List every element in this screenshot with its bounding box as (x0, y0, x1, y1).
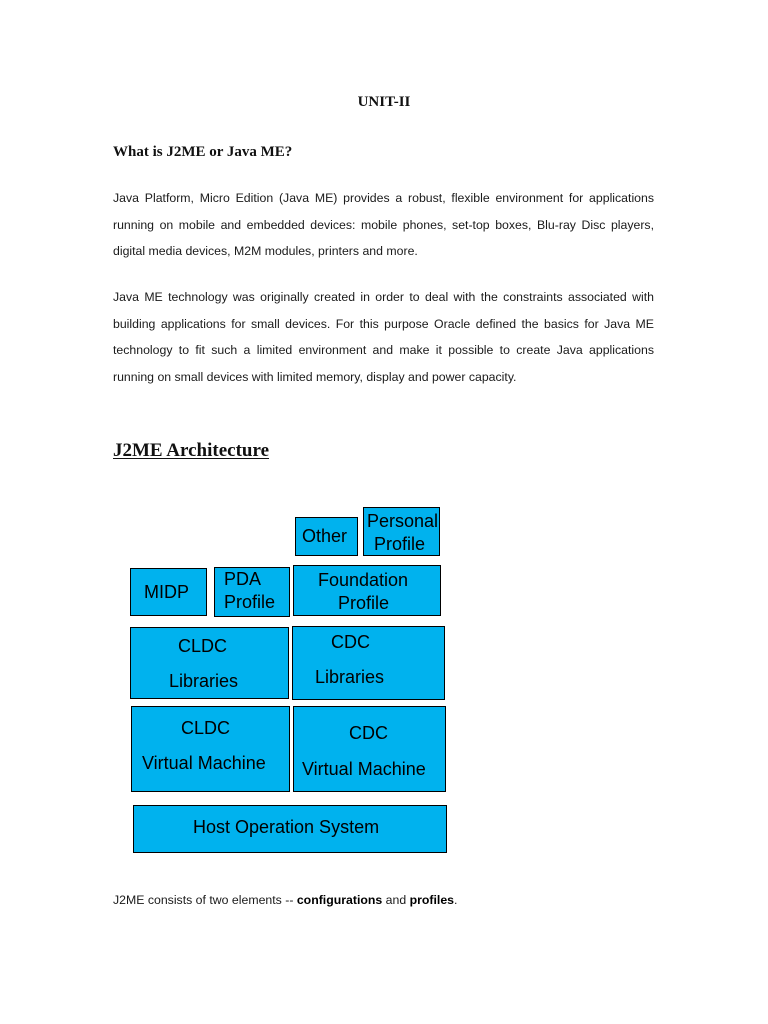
pda-profile-label-line1: PDA (224, 569, 262, 589)
summary-middle: and (382, 893, 410, 907)
midp-box (130, 568, 207, 616)
summary-term-profiles: profiles (409, 893, 455, 907)
pda-profile-label-line2: Profile (224, 592, 276, 612)
cldc-libraries-label-line2: Libraries (169, 671, 239, 691)
cldc-vm-label-line2: Virtual Machine (142, 753, 266, 773)
summary-prefix: J2ME consists of two elements -- (113, 893, 297, 907)
cldc-libraries-box (130, 627, 289, 699)
cdc-libraries-box (292, 626, 445, 700)
other-box (295, 517, 358, 556)
cdc-virtual-machine-box (293, 706, 446, 792)
pda-profile-box (214, 567, 290, 617)
midp-label: MIDP (144, 582, 189, 602)
other-label: Other (302, 526, 348, 546)
cldc-vm-label-line1: CLDC (181, 718, 231, 738)
foundation-profile-label-line2: Profile (338, 593, 390, 613)
question-heading: What is J2ME or Java ME? (113, 144, 293, 160)
intro-paragraph: Java Platform, Micro Edition (Java ME) provides a robust, flexible environment for applications running on mobile and embedded devices: mobile phones, set-top boxes, Blu-ray Disc players, digital media devices, M2M modules, printers and more. (113, 191, 654, 258)
host-os-label: Host Operation System (193, 817, 380, 837)
summary-suffix: . (454, 893, 458, 907)
summary-sentence (113, 893, 457, 907)
cdc-vm-label-line1: CDC (349, 723, 388, 743)
cdc-libraries-label-line2: Libraries (315, 667, 385, 687)
cldc-libraries-label-line1: CLDC (178, 636, 228, 656)
architecture-heading: J2ME Architecture (113, 440, 270, 461)
foundation-profile-label-line1: Foundation (318, 570, 409, 590)
host-os-box (133, 805, 447, 853)
summary-term-configurations: configurations (296, 893, 383, 907)
personal-profile-box (363, 507, 440, 556)
cdc-libraries-label-line1: CDC (331, 632, 370, 652)
cldc-virtual-machine-box (131, 706, 290, 792)
personal-profile-label-line1: Personal (367, 511, 439, 531)
cdc-vm-label-line2: Virtual Machine (302, 759, 426, 779)
foundation-profile-box (293, 565, 441, 616)
personal-profile-label-line2: Profile (374, 534, 426, 554)
background-paragraph: Java ME technology was originally created in order to deal with the constraints associated with building applications for small devices. For this purpose Oracle defined the basics for Java ME technology to fit such a limited environment and make it possible to create Java applications running on small devices with limited memory, display and power capacity. (113, 290, 654, 384)
unit-title: UNIT-II (357, 94, 411, 110)
